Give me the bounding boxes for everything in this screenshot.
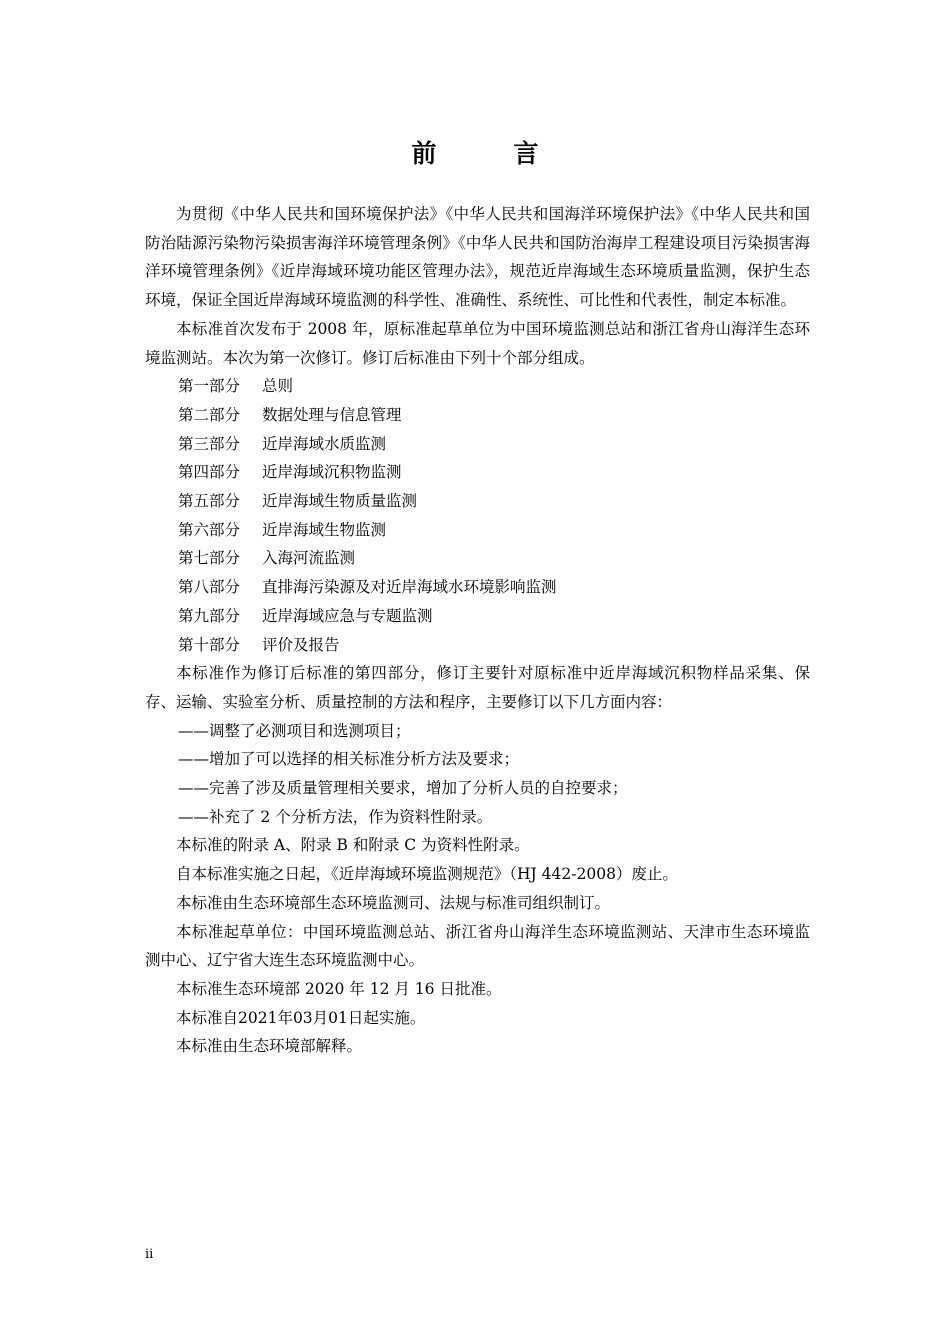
- part-number: 第十部分: [178, 635, 241, 654]
- preface-body: [145, 200, 810, 1061]
- revision-list: [145, 717, 810, 832]
- part-name: 近岸海域生物监测: [262, 520, 387, 539]
- part-name: 近岸海域水质监测: [262, 434, 387, 453]
- list-item: [145, 401, 810, 430]
- revision-item: ——补充了 2 个分析方法，作为资料性附录。: [178, 807, 493, 826]
- part-number: 第九部分: [178, 606, 241, 625]
- part-name: 数据处理与信息管理: [262, 405, 402, 424]
- intro-paragraph-2: 本标准首次发布于 2008 年，原标准起草单位为中国环境监测总站和浙江省舟山海洋生态环境监测站。本次为第一次修订。修订后标准由下列十个部分组成。: [145, 319, 810, 367]
- part-number: 第五部分: [178, 492, 241, 511]
- part-name: 入海河流监测: [262, 549, 356, 568]
- part-number: 第四部分: [178, 463, 241, 482]
- list-item: [145, 602, 810, 631]
- part-number: 第八部分: [178, 578, 241, 597]
- page-number: ii: [145, 1247, 154, 1262]
- part-name: 近岸海域沉积物监测: [262, 463, 402, 482]
- part-name: 近岸海域应急与专题监测: [262, 606, 433, 625]
- list-item: [145, 573, 810, 602]
- appendix-statement: 本标准的附录 A、附录 B 和附录 C 为资料性附录。: [176, 836, 530, 855]
- revision-item: ——增加了可以选择的相关标准分析方法及要求；: [178, 750, 520, 769]
- list-item: [145, 458, 810, 487]
- part-number: 第六部分: [178, 520, 241, 539]
- part-number: 第二部分: [178, 405, 241, 424]
- parts-list: [145, 372, 810, 659]
- part-name: 近岸海域生物质量监测: [262, 492, 418, 511]
- part-number: 第七部分: [178, 549, 241, 568]
- list-item: [145, 544, 810, 573]
- approval-statement: 本标准生态环境部 2020 年 12 月 16 日批准。: [176, 979, 502, 998]
- revision-item: ——完善了涉及质量管理相关要求，增加了分析人员的自控要求；: [178, 779, 628, 798]
- part-number: 第一部分: [178, 377, 241, 396]
- list-item: [145, 516, 810, 545]
- list-item: [145, 372, 810, 401]
- part-name: 总则: [262, 377, 294, 396]
- part-name: 评价及报告: [262, 635, 340, 654]
- abolish-statement: 自本标准实施之日起，《近岸海域环境监测规范》（HJ 442-2008）废止。: [176, 865, 678, 884]
- revision-item: ——调整了必测项目和选测项目；: [178, 721, 411, 740]
- organizer-statement: 本标准由生态环境部生态环境监测司、法规与标准司组织制订。: [176, 893, 611, 912]
- list-item: [145, 487, 810, 516]
- list-item: [145, 430, 810, 459]
- list-item: [145, 631, 810, 660]
- part-name: 直排海污染源及对近岸海域水环境影响监测: [262, 578, 557, 597]
- page-title: 前 言: [411, 139, 565, 168]
- revision-paragraph: 本标准作为修订后标准的第四部分，修订主要针对原标准中近岸海域沉积物样品采集、保存、运输、实验室分析、质量控制的方法和程序，主要修订以下几方面内容：: [145, 664, 810, 711]
- part-number: 第三部分: [178, 434, 241, 453]
- intro-paragraph-1: 为贯彻《中华人民共和国环境保护法》《中华人民共和国海洋环境保护法》《中华人民共和国防治陆源污染物污染损害海洋环境管理条例》《中华人民共和国防治海岸工程建设项目污染损害海洋环境管理条例》《近岸海域环境功能区管理办法》，规范近岸海域生态环境质量监测，保护生态环境，保证全国近岸海域环境监测的科学性、准确性、系统性、可比性和代表性，制定本标准。: [145, 205, 810, 310]
- drafters-statement: 本标准起草单位：中国环境监测总站、浙江省舟山海洋生态环境监测站、天津市生态环境监测中心、辽宁省大连生态环境监测中心。: [145, 922, 810, 970]
- interpretation-statement: 本标准由生态环境部解释。: [176, 1037, 363, 1056]
- effective-statement: 本标准自2021年03月01日起实施。: [176, 1008, 426, 1027]
